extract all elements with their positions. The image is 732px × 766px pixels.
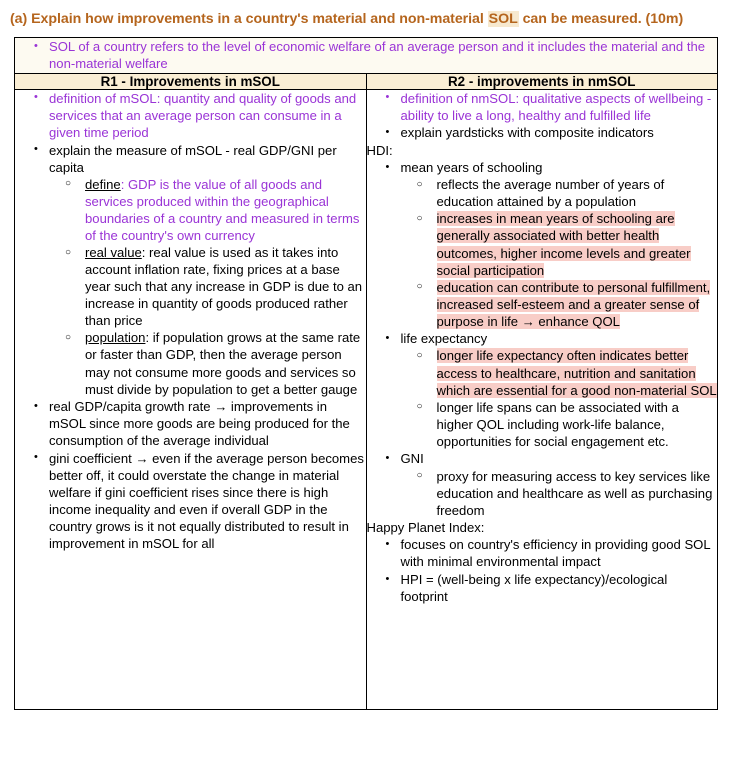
list-item (49, 176, 366, 244)
question-text-before: Explain how improvements in a country's material and non-material (31, 11, 488, 27)
list-item (367, 536, 718, 570)
hdi-list (367, 159, 718, 519)
sub-item-label: : if population grows at the same rate or faster than GDP, then the average person may not consume more goods and services so must divide by population to get a better gauge (85, 330, 361, 397)
r2-list-top (367, 90, 718, 142)
list-item (15, 142, 366, 398)
list-item-label: definition of mSOL: quantity and quality of goods and services that an average person can consume in a given time period (49, 90, 357, 140)
list-item (401, 279, 718, 330)
column-header-r2: R2 - improvements in nmSOL (366, 73, 718, 89)
hdi-sublist-gni (401, 468, 718, 519)
intro-list (15, 38, 717, 72)
r1-list (15, 90, 366, 553)
bullet-icon: ○ (65, 246, 72, 258)
bullet-icon: ○ (416, 470, 423, 482)
list-item (401, 468, 718, 519)
bullet-icon: • (385, 125, 390, 138)
list-item-label: gini coefficient → even if the average person becomes better off, it could overstate the change in material welfare if gini coefficient rises since there is high income inequality and even if overall GDP in the country grows is it not equally distributed to result in improvement in mSOL for all (49, 450, 364, 552)
list-item (367, 330, 718, 450)
question-prefix: (a) (10, 11, 28, 27)
bullet-icon: • (385, 91, 390, 104)
list-item-label: HPI = (well-being x life expectancy)/ecological footprint (400, 572, 668, 605)
bullet-icon: • (34, 451, 38, 464)
sub-item-label: education can contribute to personal fulfillment, increased self-esteem and a greater sense of purpose in life → enhance QOL (436, 279, 711, 329)
list-item (15, 398, 366, 449)
bullet-icon: • (34, 143, 38, 156)
sub-item-label: increases in mean years of schooling are generally associated with better health outcomes, higher income levels and greater social participation (436, 211, 691, 278)
list-item (401, 176, 718, 210)
intro-text: SOL of a country refers to the level of economic welfare of an average person and it includes the material and the non-material welfare (49, 39, 706, 72)
list-item (367, 159, 718, 330)
list-item-label: mean years of schooling (400, 160, 543, 176)
list-item (367, 124, 718, 141)
column-header-r1: R1 - Improvements in mSOL (15, 73, 367, 89)
bullet-icon: • (385, 572, 390, 585)
list-item-label: life expectancy (400, 331, 488, 347)
bullet-icon: ○ (65, 178, 72, 190)
sub-item-label: longer life spans can be associated with a higher QOL including work-life balance, opportunities for social engagement etc. (436, 399, 679, 449)
sub-item-label: reflects the average number of years of education attained by a population (436, 177, 665, 210)
list-item (367, 90, 718, 124)
list-item-label: definition of nmSOL: qualitative aspects of wellbeing - ability to live a long, healthy and fulfilled life (400, 90, 712, 123)
list-item-label: focuses on country's efficiency in providing good SOL with minimal environmental impact (400, 537, 711, 570)
list-item-label: GNI (400, 451, 424, 467)
r1-sublist (49, 176, 366, 398)
list-item-label: real GDP/capita growth rate → improvements in mSOL since more goods are being produced for the consumption of the average individual (49, 399, 350, 449)
bullet-icon: • (385, 451, 390, 464)
intro-row (15, 38, 718, 74)
list-item (401, 210, 718, 278)
body-row (15, 89, 718, 709)
bullet-icon: ○ (416, 212, 423, 224)
list-item-label: explain yardsticks with composite indicators (400, 125, 654, 141)
hdi-sublist-life-expectancy (401, 347, 718, 449)
sub-item-label: longer life expectancy often indicates better access to healthcare, nutrition and sanitation which are essential for a good non-material SOL (436, 348, 717, 398)
header-row (15, 73, 718, 89)
hpi-section-label: Happy Planet Index: (366, 520, 485, 536)
bullet-icon: ○ (416, 401, 423, 413)
bullet-icon: ○ (416, 178, 423, 190)
bullet-icon: • (385, 160, 390, 173)
bullet-icon: ○ (65, 331, 72, 343)
hdi-section-label: HDI: (366, 143, 393, 159)
question-highlight-sol: SOL (488, 11, 518, 27)
list-item (15, 90, 366, 141)
list-item (367, 450, 718, 518)
bullet-icon: • (34, 91, 38, 104)
question-heading (0, 0, 732, 33)
sub-item-label: proxy for measuring access to key services like education and healthcare as well as purchasing freedom (436, 468, 713, 518)
intro-cell (15, 38, 718, 74)
bullet-icon: • (34, 399, 38, 412)
bullet-icon: • (385, 331, 390, 344)
bullet-icon: • (34, 39, 38, 52)
list-item (15, 38, 717, 72)
hdi-sublist-schooling (401, 176, 718, 330)
column-body-r2 (366, 89, 718, 709)
list-item-label: explain the measure of mSOL - real GDP/GNI per capita (49, 142, 337, 175)
column-body-r1 (15, 89, 367, 709)
answer-table (14, 37, 718, 710)
list-item (367, 571, 718, 605)
list-item (401, 347, 718, 398)
sub-item-label: : real value is used as it takes into account inflation rate, fixing prices at a base year such that any increase in GDP is due to an increase in quantity of goods produced rather than price (85, 245, 363, 329)
sub-item-term: population (85, 330, 146, 346)
sub-item-label: : GDP is the value of all goods and services produced within the geographical boundaries of a country and measured in terms of the country's own currency (85, 176, 360, 243)
bullet-icon: ○ (416, 281, 423, 293)
bullet-icon: ○ (416, 349, 423, 361)
list-item (49, 244, 366, 329)
bullet-icon: • (385, 537, 390, 550)
sub-item-term: define (85, 176, 121, 192)
list-item (401, 399, 718, 450)
list-item (49, 329, 366, 397)
question-text-after: can be measured. (10m) (518, 11, 684, 27)
list-item (15, 450, 366, 552)
sub-item-term: real value (85, 245, 142, 261)
hpi-list (367, 536, 718, 605)
